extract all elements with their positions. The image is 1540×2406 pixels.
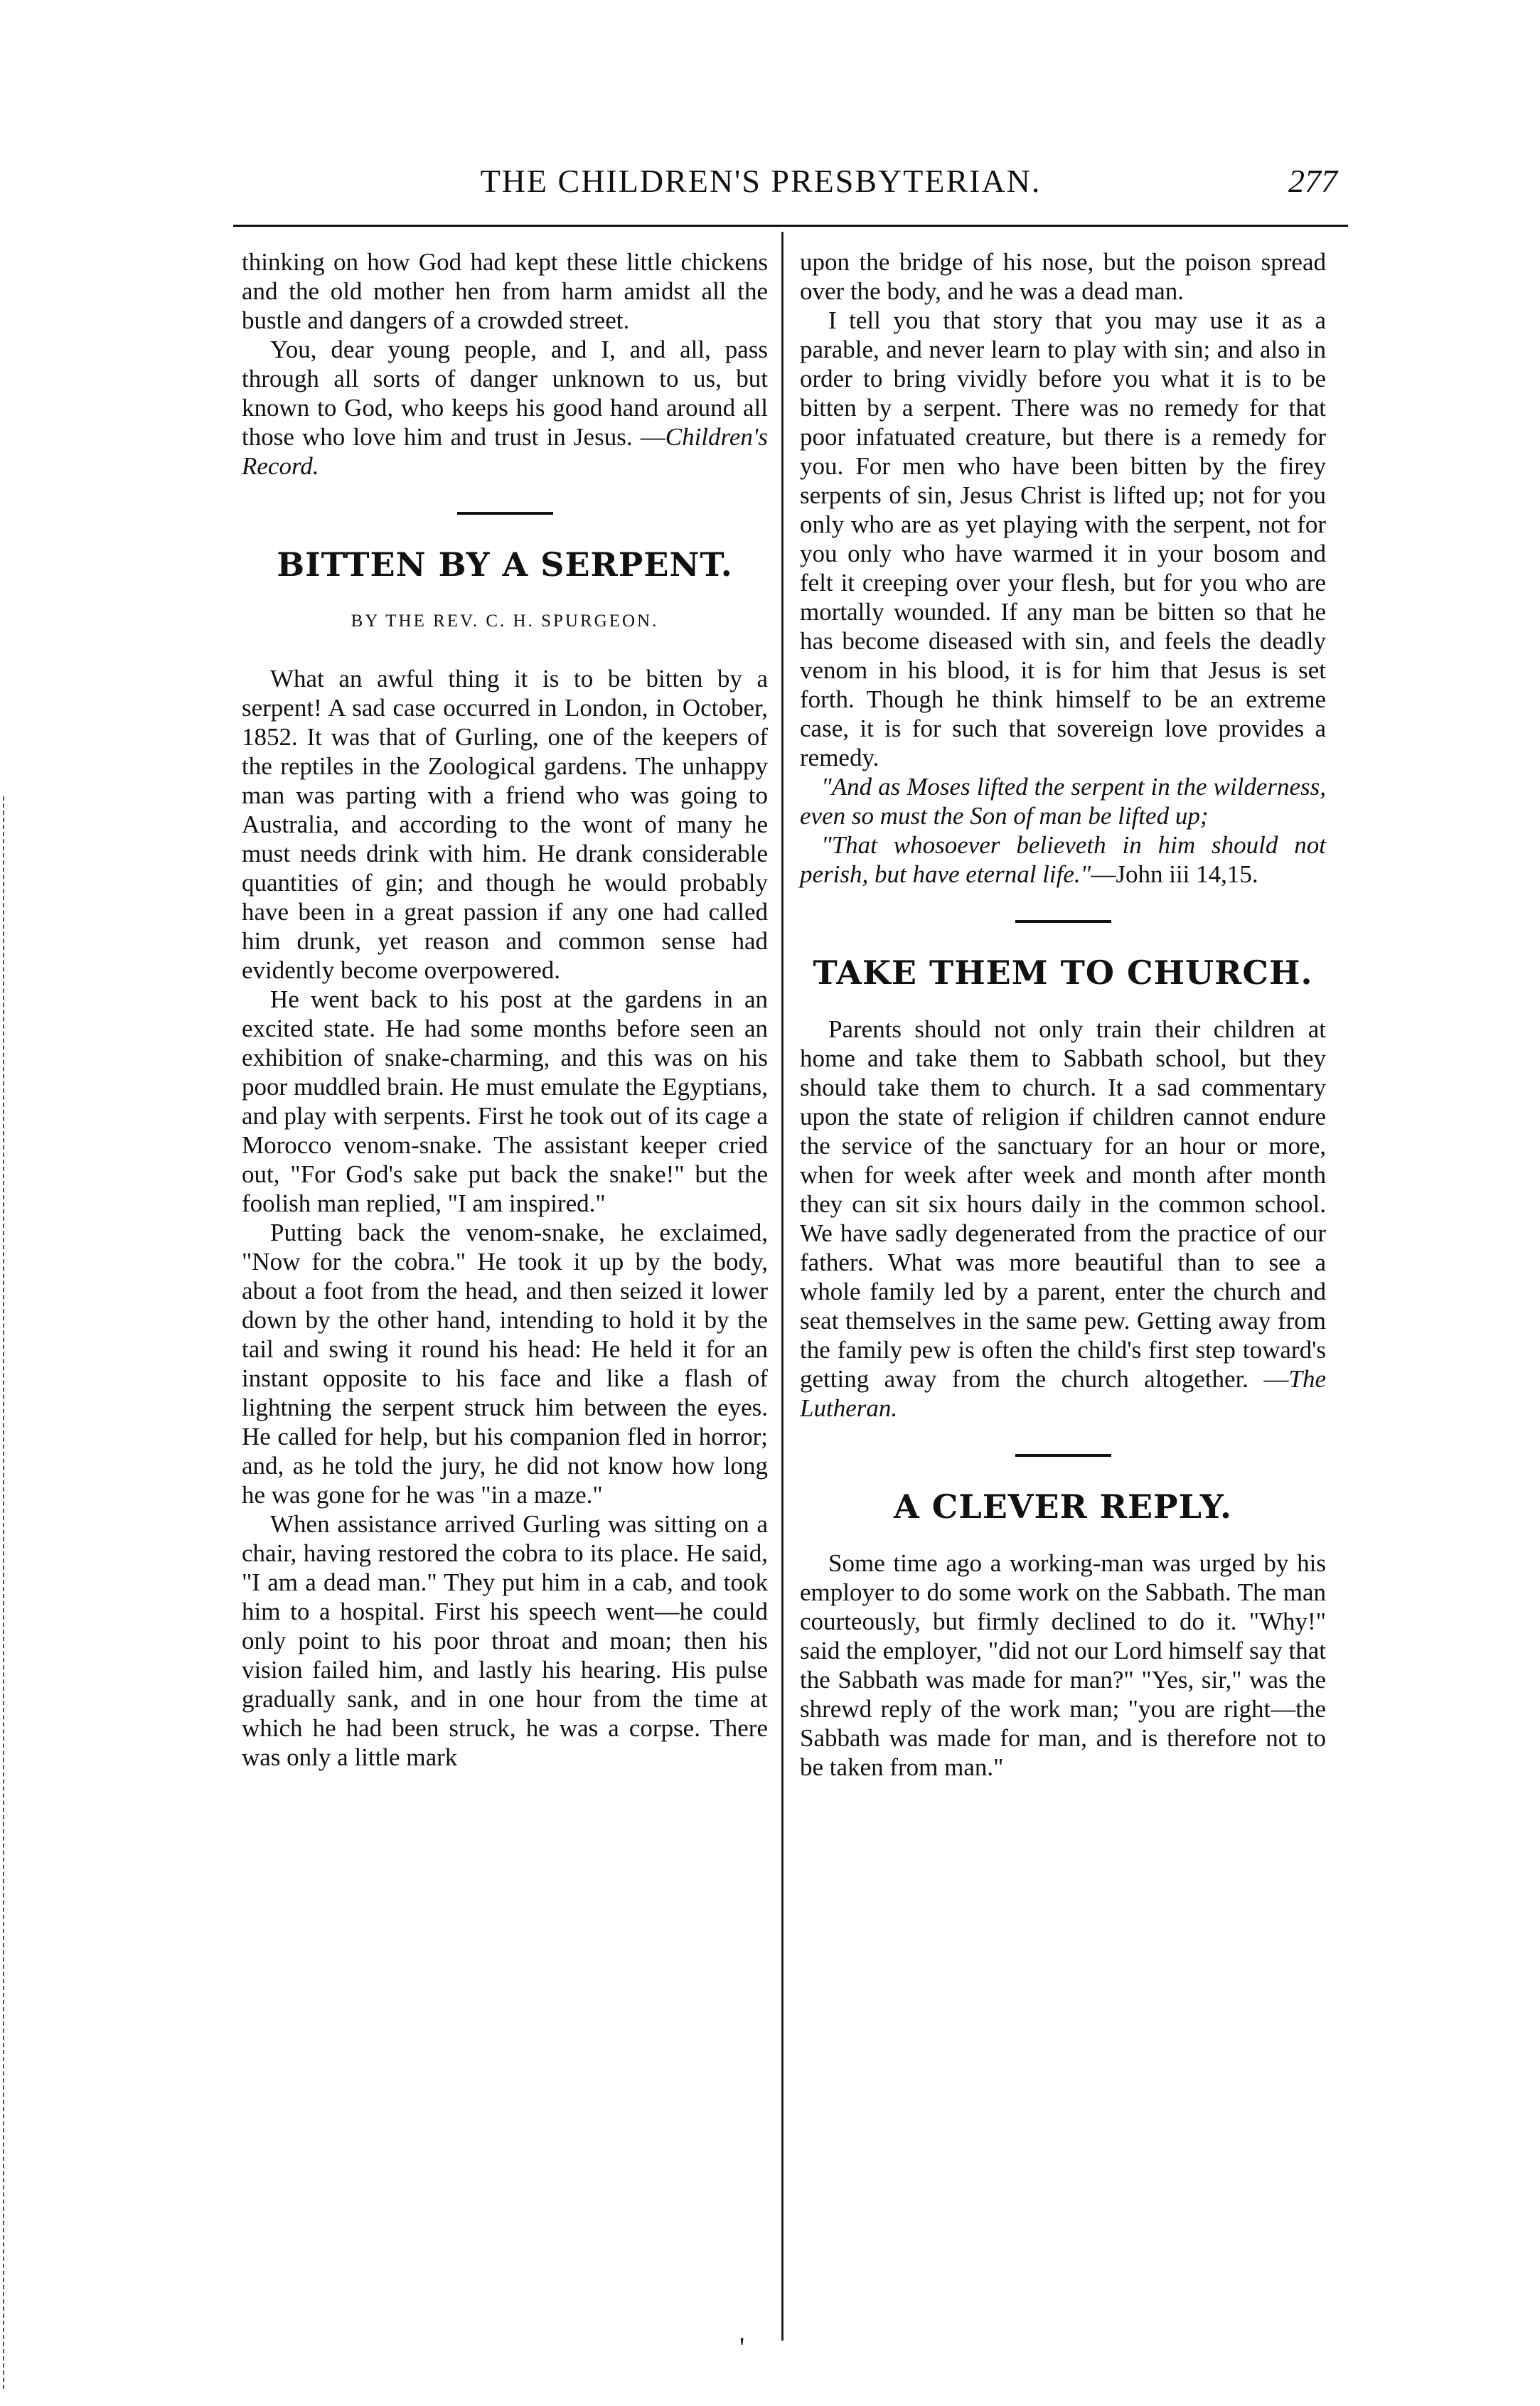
article-paragraph: What an awful thing it is to be bitten by a serpent! A sad case occurred in London, in October, 1852. It was that of Gurling, one of the keepers of the reptiles in the Zoological gardens. The unhappy man was parting with a friend who was going to Australia, and according to the wont of many he must needs drink with him. He drank considerable quantities of gin; and though he would probably have been in a great passion if any one had called him drunk, yet reason and common sense had evidently become overpowered. (242, 665, 768, 984)
header-rule (233, 225, 1348, 227)
section-separator (1015, 1454, 1111, 1457)
page-header-title: THE CHILDREN'S PRESBYTERIAN. (480, 163, 1042, 199)
article-title-take-them-to-church: TAKE THEM TO CHURCH. (813, 953, 1313, 992)
article-paragraph: Putting back the venom-snake, he exclaimed, "Now for the cobra." He took it up by the body, about a foot from the head, and then seized it lower down by the other hand, intending to hold it by the tail and swing it round his head: He held it for an instant opposite to his face and like a flash of lightning the serpent struck him between the eyes. He called for help, but his companion fled in horror; and, as he told the jury, he did not know how long he was gone for he was "in a maze." (242, 1219, 768, 1509)
right-column (800, 247, 1326, 1782)
article-paragraph: upon the bridge of his nose, but the poison spread over the body, and he was a dead man. (800, 248, 1326, 305)
left-column (242, 247, 768, 1772)
continuation-paragraph: thinking on how God had kept these little chickens and the old mother hen from harm amidst all the bustle and dangers of a crowded street. (242, 248, 768, 334)
continuation-source: Children's Record. (242, 423, 768, 480)
article-paragraph (800, 1015, 1326, 1423)
scripture-reference: —John iii 14,15. (1091, 860, 1258, 888)
folio-mark: ' (739, 2331, 745, 2363)
continuation-text: You, dear young people, and I, and all, pass through all sorts of danger unknown to us, but known to God, who keeps his good hand around all those who love him and trust in Jesus. — (242, 336, 768, 451)
article-paragraph: I tell you that story that you may use it as a parable, and never learn to play with sin; and also in order to bring vividly before you what it is to be bitten by a serpent. There was no remedy for that poor infatuated creature, but there is a remedy for you. For men who have been bitten by the firey serpents of sin, Jesus Christ is lifted up; not for you only who are as yet playing with the serpent, not for you only who have warmed it in your bosom and felt it creeping over your flesh, but for you who are mortally wounded. If any man be bitten so that he has become diseased with sin, and feels the deadly venom in his blood, it is for him that Jesus is set forth. Though he think himself to be an extreme case, it is for such that sovereign love provides a remedy. (800, 306, 1326, 771)
article-title-bitten-by-a-serpent: BITTEN BY A SERPENT. (277, 545, 733, 584)
scan-edge-artifact (3, 796, 4, 2389)
article-title-a-clever-reply: A CLEVER REPLY. (894, 1487, 1232, 1526)
article-paragraph: When assistance arrived Gurling was sitting on a chair, having restored the cobra to its place. He said, "I am a dead man." They put him in a cab, and took him to a hospital. First his speech went—he could only point to his poor throat and moan; then his vision failed him, and lastly his hearing. His pulse gradually sank, and in one hour from the time at which he had been struck, he was a corpse. There was only a little mark (242, 1510, 768, 1771)
scripture-verse: "And as Moses lifted the serpent in the wilderness, even so must the Son of man be lifted up; (800, 773, 1326, 830)
column-divider (781, 232, 784, 2341)
article-byline: BY THE REV. C. H. SPURGEON. (351, 611, 659, 631)
page-number: 277 (1288, 163, 1337, 199)
section-separator (457, 512, 553, 515)
article-paragraph: Some time ago a working-man was urged by his employer to do some work on the Sabbath. The man courteously, but firmly declined to do it. "Why!" said the employer, "did not our Lord himself say that the Sabbath was made for man?" "Yes, sir," was the shrewd reply of the work man; "you are right—the Sabbath was made for man, and is therefore not to be taken from man." (800, 1549, 1326, 1781)
article-paragraph: He went back to his post at the gardens in an excited state. He had some months before seen an exhibition of snake-charming, and this was on his poor muddled brain. He must emulate the Egyptians, and play with serpents. First he took out of its cage a Morocco venom-snake. The assistant keeper cried out, "For God's sake put back the snake!" but the foolish man replied, "I am inspired." (242, 985, 768, 1217)
continuation-paragraph (242, 335, 768, 481)
section-separator (1015, 920, 1111, 923)
scripture-verse-text: "That whosoever believeth in him should not perish, but have eternal life." (800, 831, 1326, 888)
article-source: The Lutheran. (800, 1365, 1326, 1422)
scripture-verse (800, 830, 1326, 889)
article-text: Parents should not only train their children at home and take them to Sabbath school, but they should take them to church. It a sad commentary upon the state of religion if children cannot endure the service of the sanctuary for an hour or more, when for week after week and month after month they can sit six hours daily in the common school. We have sadly degenerated from the practice of our fathers. What was more beautiful than to see a whole family led by a parent, enter the church and seat themselves in the same pew. Getting away from the family pew is often the child's first step toward's getting away from the church altogether. — (800, 1015, 1326, 1393)
